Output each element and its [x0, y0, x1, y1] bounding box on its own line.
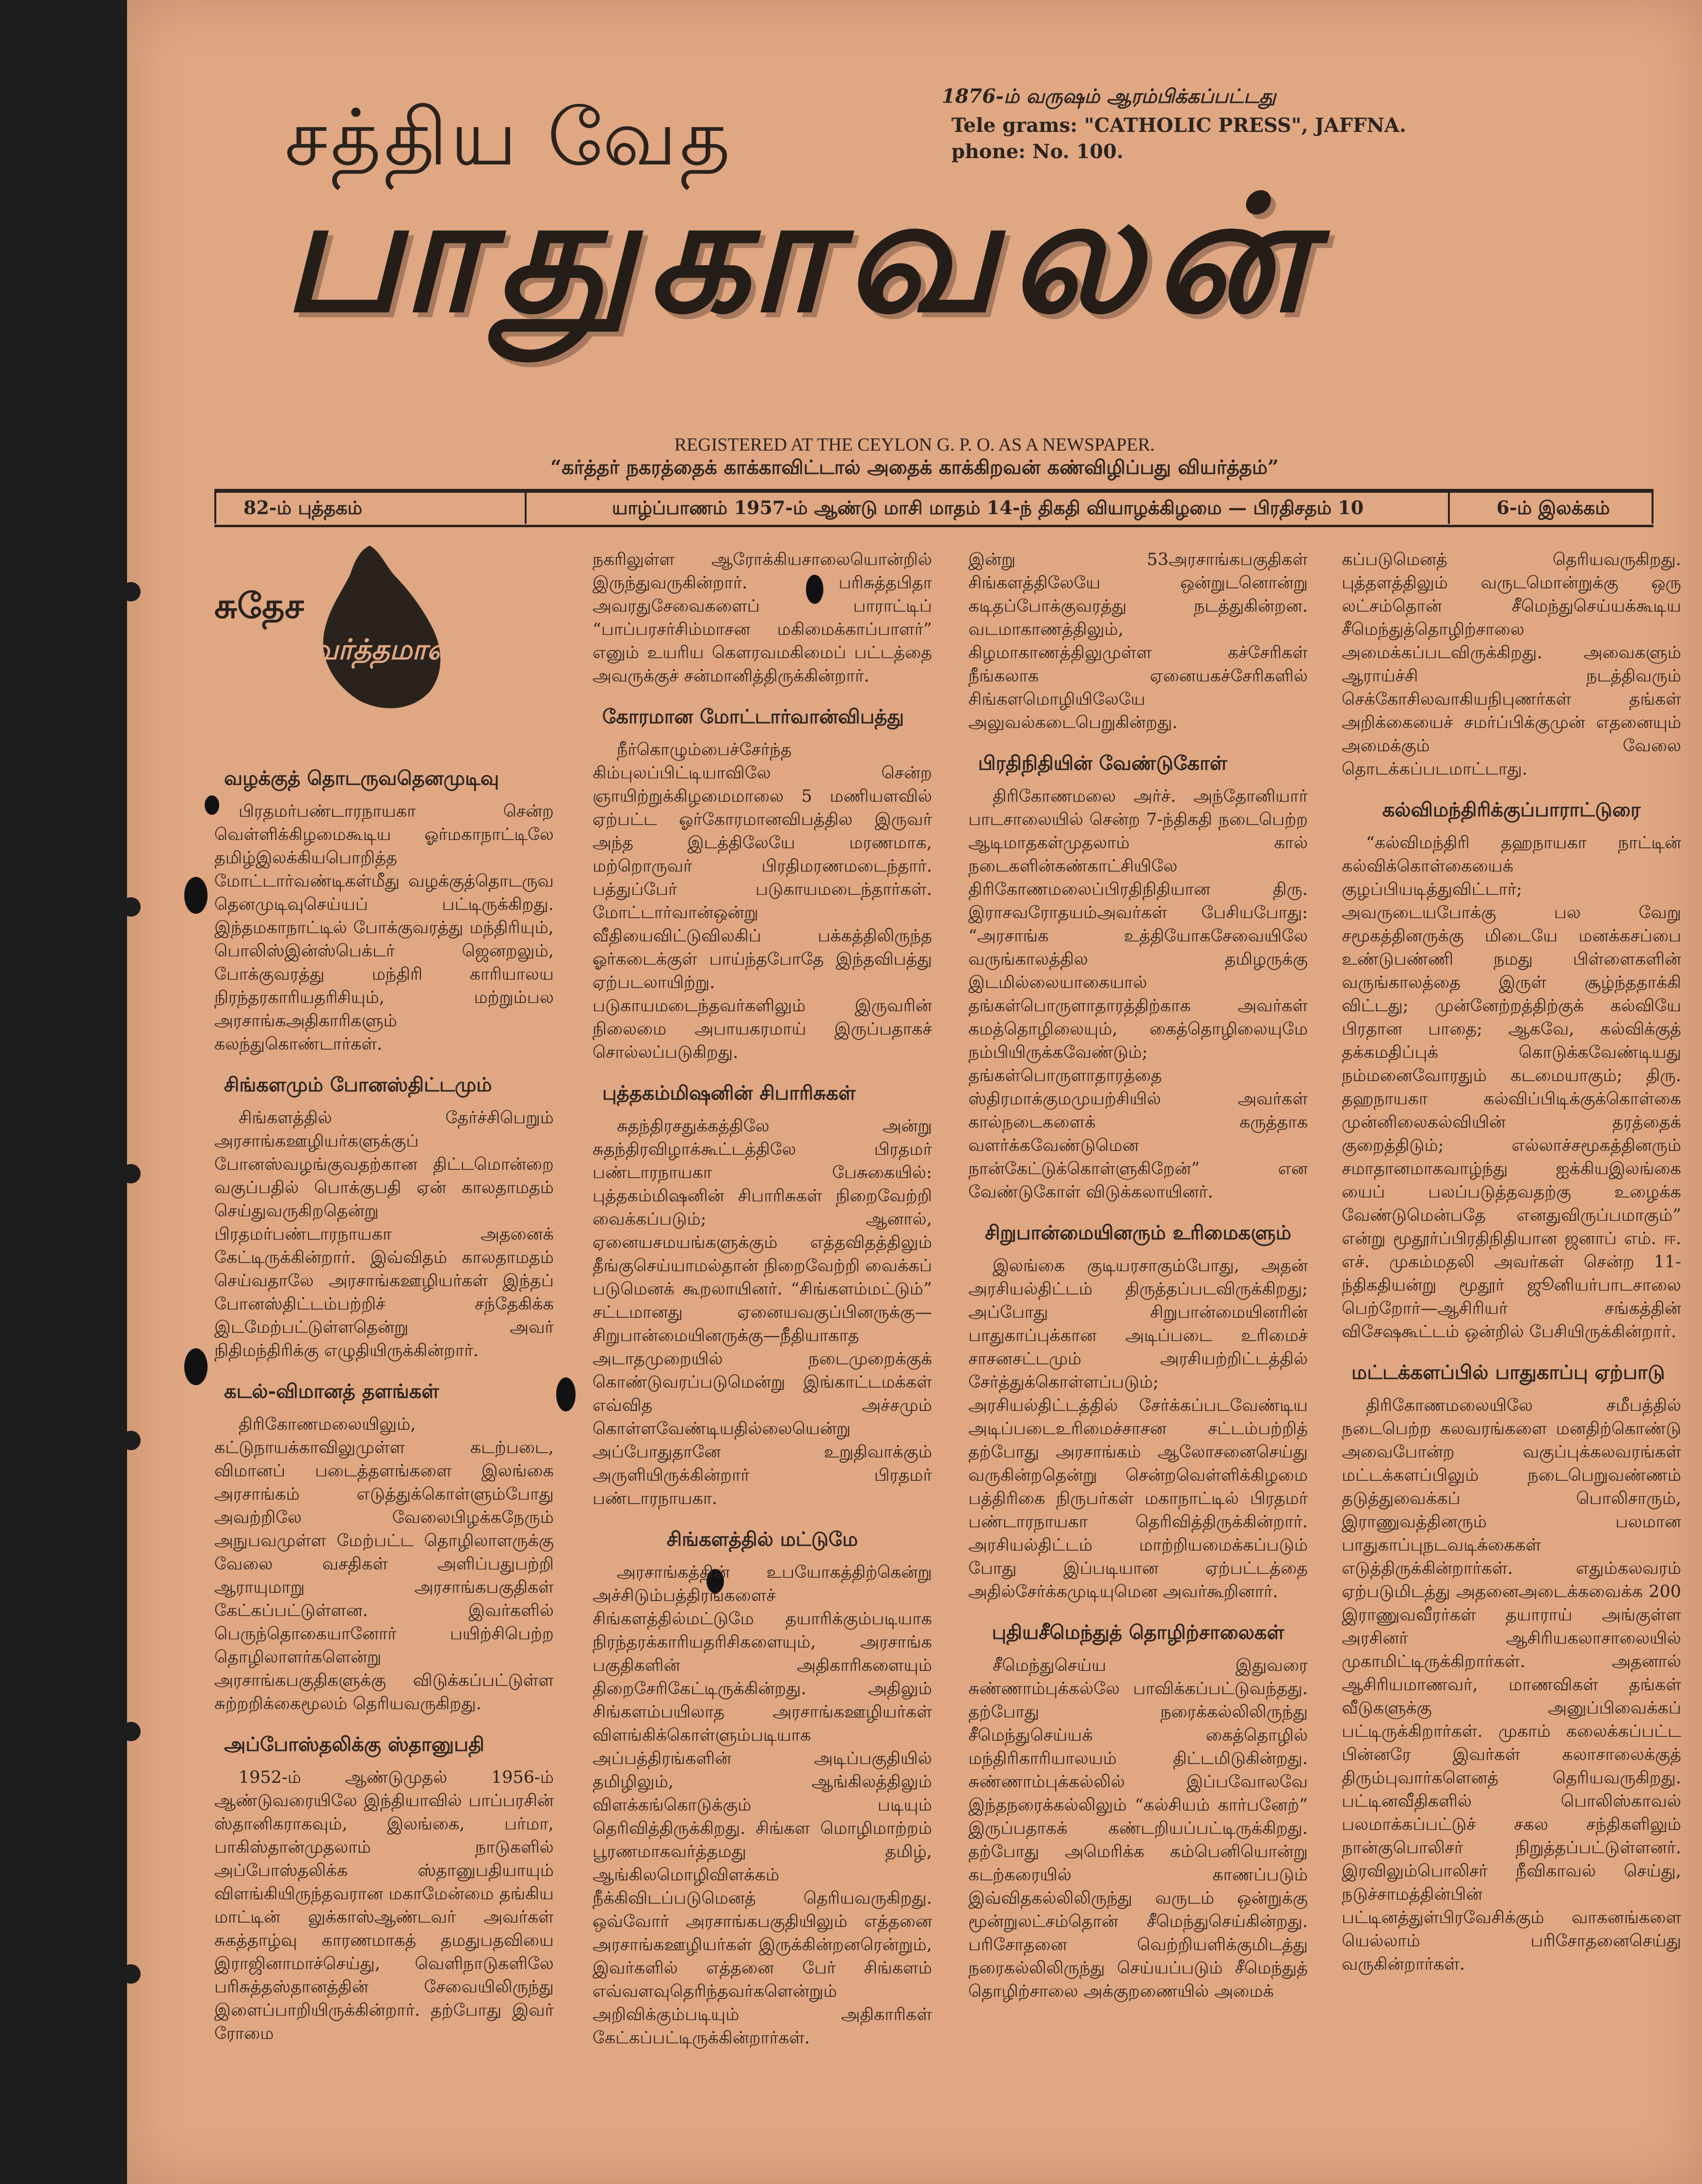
section-badge	[214, 541, 554, 749]
edge-notch	[121, 582, 141, 601]
article-body: திரிகோணமலையிலும், கட்டுநாயக்காவிலுமுள்ள கடற்படை, விமானப் படைத்தளங்களை இலங்கை அரசாங்கம் எடுத்துக்கொள்ளும்போது அவற்றிலே வேலைபிழக்கநேரும் அநுபவமுள்ள மேற்பட்ட தொழிலாளருக்கு வேலை வசதிகள் அளிப்பதுபற்றி ஆராயுமாறு அரசாங்கபகுதிகள் கேட்கப்பட்டுள்ளன. இவர்களில் பெருந்தொகையானோர் பயிற்சிபெற்ற தொழிலாளர்களென்று அரசாங்கபகுதிகளுக்கு விடுக்கப்பட்டுள்ள சுற்றறிக்கைமூலம் தெரியவருகிறது.	[214, 1415, 554, 1714]
volume-label: 82-ம் புத்தகம்	[243, 497, 363, 518]
sri-lanka-map-icon	[316, 541, 447, 715]
dateline-separator	[1448, 492, 1450, 524]
article-heading: புத்தகம்மிஷனின் சிபாரிசுகள்	[602, 1082, 856, 1104]
dateline-separator	[525, 492, 527, 524]
newspaper-page	[127, 0, 1702, 2184]
masthead-title: பாதுகாவலன்	[282, 162, 1321, 348]
telegrams-line: Tele grams: "CATHOLIC PRESS", JAFFNA.	[951, 114, 1406, 137]
article-heading: பிரதிநிதியின் வேண்டுகோள்	[978, 752, 1227, 775]
issue-date: யாழ்ப்பாணம் 1957-ம் ஆண்டு மாசி மாதம் 14-ந் திகதி வியாழக்கிழமை — பிரதிசதம் 10	[612, 497, 1364, 518]
article-body: திரிகோணமலையிலே சமீபத்தில் நடைபெற்ற கலவரங்களை மனதிற்கொண்டு அவைபோன்ற வகுப்புக்கலவரங்கள் மட்டக்களப்பிலும் நடைபெறுவண்ணம் தடுத்துவைக்கப் பொலிசாரும், இராணுவத்தினரும் பலமான பாதுகாப்புநடவடிக்கைகள் எடுத்திருக்கின்றார்கள். எதும்கலவரம் ஏற்படுமிடத்து அதனைஅடைக்கவைக்க 200 இராணுவவீரர்கள் தயாராய் அங்குள்ள அரசினர் ஆசிரியகலாசாலையில் முகாமிட்டிருக்கிறார்கள். அதனால் ஆசிரியமாணவர், மாணவிகள் தங்கள் வீடுகளுக்கு அனுப்பிவைக்கப் பட்டிருக்கிறார்கள். முகாம் கலைக்கப்பட்ட பின்னரே இவர்கள் கலாசாலைக்குத் திரும்புவார்களெனத் தெரியவருகிறது. பட்டினவீதிகளில் பொலிஸ்காவல் பலமாக்கப்பட்டுச் சகல சந்திகளிலும் நான்குபொலிசர் நிறுத்தப்பட்டுள்ளனர். இரவிலும்பொலிசர் நீவிகாவல் செய்து, நடுச்சாமத்தின்பின் பட்டினத்துள்பிரவேசிக்கும் வாகனங்களை யெல்லாம் பரிசோதனைசெய்து வருகின்றார்கள்.	[1342, 1396, 1681, 1974]
article-body: கப்படுமெனத் தெரியவருகிறது. புத்தளத்திலும் வருடமொன்றுக்கு ஒரு லட்சம்தொன் சீமெந்துசெய்யக்கூடிய சீமெந்துத்தொழிற்சாலை அமைக்கப்படவிருக்கிறது. அவைகளும் ஆராய்ச்சி நடத்திவரும் செக்கோசிலவாகியநிபுணர்கள் தங்கள் அறிக்கையைச் சமர்ப்பிக்குமுன் எதனையும் அமைக்கும் வேலை தொடக்கப்படமாட்டாது.	[1342, 550, 1681, 779]
article-body: “கல்விமந்திரி தஹநாயகா நாட்டின் கல்விக்கொள்கையைக் குழப்பியடித்துவிட்டார்; அவருடையபோக்கு பல வேறு சமூகத்தினருக்கு மிடையே மனக்கசப்பை உண்டுபண்ணி நமது பிள்ளைகளின் வருங்காலத்தை இருள் சூழ்ந்ததாக்கி விட்டது; முன்னேற்றத்திற்குக் கல்வியே பிரதான பாதை; ஆகவே, கல்விக்குத் தக்கமதிப்புக் கொடுக்கவேண்டியது நம்மனைவோரதும் கடமையாகும்; திரு. தஹநாயகா கல்விப்பிடிக்குக்கொள்கை முன்னிலைகல்வியின் தரத்தைக் குறைத்திடும்; எல்லாச்சமூகத்தினரும் சமாதானமாகவாழ்ந்து ஐக்கியஇலங்கை யைப் பலப்படுத்தவதற்கு உழைக்க வேண்டுமென்பதே எனதுவிருப்பமாகும்” என்று மூதூர்ப்பிரதிநிதியான ஜனாப் எம். ஈ. எச். முகம்மதலி அவர்கள் சென்ற 11-ந்திகதியன்று மூதூர் ஜூனியர்பாடசாலை பெற்றோர்—ஆசிரியர் சங்கத்தின் விசேஷகூட்டம் ஒன்றில் பேசியிருக்கின்றார்.	[1342, 833, 1681, 1342]
rule-bottom	[214, 525, 1654, 527]
edge-notch	[121, 1164, 141, 1183]
founded-note: 1876-ம் வருஷம் ஆரம்பிக்கப்பட்டது	[942, 85, 1276, 108]
article-body: சீமெந்துசெய்ய இதுவரை சுண்ணாம்புக்கல்லே பாவிக்கப்பட்டுவந்தது. தற்போது நரைக்கல்லிலிருந்து சீமெந்துசெய்யக் கைத்தொழில் மந்திரிகாரியாலயம் திட்டமிடுகின்றது. சுண்ணாம்புக்கல்லில் இப்பவோலவே இந்தநரைக்கல்லிலும் “கல்சியம் கார்பனேற்” இருப்பதாகக் கண்டறியப்பட்டிருக்கிறது. தற்போது அமெரிக்க கம்பெனியொன்று கடற்கரையில் காணப்படும் இவ்விதகல்லிலிருந்து வருடம் ஒன்றுக்கு மூன்றுலட்சம்தொன் சீமெந்துசெய்கின்றது. பரிசோதனை வெற்றியளிக்குமிடத்து நரைகல்லிலிருந்து செய்யப்படும் சீமெந்துத் தொழிற்சாலை அக்குறணையில் அமைக்	[968, 1656, 1308, 2001]
article-heading: சிங்களத்தில் மட்டுமே	[666, 1528, 858, 1551]
article-heading: சிங்களமும் போனஸ்திட்டமும்	[224, 1073, 492, 1096]
article-body: சிங்களத்தில் தேர்ச்சிபெறும் அரசாங்கஊழியர்களுக்குப் போனஸ்வழங்குவதற்கான திட்டமொன்றை வகுப்பதில் பொக்குபதி ஏன் காலதாமதம் செய்துவருகிறதென்று பிரதமர்பண்டாரநாயகா அதனைக் கேட்டிருக்கின்றார். இவ்விதம் காலதாமதம் செய்வதாலே அரசாங்கஊழியர்கள் இந்தப் போனஸ்திட்டம்பற்றிச் சந்தேகிக்க இடமேற்பட்டுள்ளதென்று அவர் நிதிமந்திரிக்கு எழுதியிருக்கின்றார்.	[214, 1108, 554, 1360]
article-body: திரிகோணமலை அர்ச். அந்தோனியார் பாடசாலையில் சென்ற 7-ந்திகதி நடைபெற்ற ஆடிமாதகள்முதலாம் கால் நடைகளின்கண்காட்சியிலே திரிகோணமலைப்பிரதிநிதியான திரு. இராசவரோதயம்அவர்கள் பேசியபோது: “அரசாங்க உத்தியோகசேவையிலே வருங்காலத்தில தமிழருக்கு இடமில்லையாகையால் தங்கள்பொருளாதாரத்திற்காக அவர்கள் கமத்தொழிலையும், கைத்தொழிலையுமே நம்பியிருக்கவேண்டும்; தங்கள்பொருளாதாரத்தை ஸ்திரமாக்குமமுயற்சியில் அவர்கள் கால்நடைகளைக் கருத்தாக வளர்க்கவேண்டுமென நான்கேட்டுக்கொள்ளுகிறேன்” என வேண்டுகோள் விடுக்கலாயினர்.	[968, 787, 1308, 1202]
column-1	[214, 541, 554, 2045]
column-4	[1342, 548, 1681, 1976]
article-body: அரசாங்கத்தின் உபயோகத்திற்கென்று அச்சிடும்பத்திரங்களைச் சிங்களத்தில்மட்டுமே தயாரிக்கும்படியாக நிரந்தரக்காரியதரிசிகளையும், அரசாங்க பகுதிகளின் அதிகாரிகளையும் திறைசேரிகேட்டிருக்கின்றது. அதிலும் சிங்களம்பயிலாத அரசாங்கஊழியர்கள் விளங்கிக்கொள்ளும்படியாக அப்பத்திரங்களின் அடிப்பகுதியில் தமிழிலும், ஆங்கிலத்திலும் விளக்கங்கொடுக்கும் படியும் தெரிவித்திருக்கிறது. சிங்கள மொழிமாற்றம் பூரணமாகவர்த்தமது தமிழ், ஆங்கிலமொழிவிளக்கம் நீக்கிவிடப்படுமெனத் தெரியவருகிறது. ஒவ்வோர் அரசாங்கபகுதியிலும் எத்தனை அரசாங்கஊழியர்கள் இருக்கின்றனரென்றும், இவர்களில் எத்தனை பேர் சிங்களம் எவ்வளவுதெரிந்தவர்களென்றும் அறிவிக்கும்படியும் அதிகாரிகள் கேட்கப்பட்டிருக்கின்றார்கள்.	[593, 1563, 932, 2048]
article-body: சுதந்திரசதுக்கத்திலே அன்று சுதந்திரவிழாக்கூட்டத்திலே பிரதமர் பண்டாரநாயகா பேசுகையில்: புத்தகம்மிஷனின் சிபாரிசுகள் நிறைவேற்றி வைக்கப்படும்; ஆனால், ஏனையசமயங்களுக்கும் எத்தவிதத்திலும் தீங்குசெய்யாமல்தான் நிறைவேற்றி வைக்கப் படுமெனக் கூறலாயினர். “சிங்களம்மட்டும்” சட்டமானது ஏனையவகுப்பினருக்கு— சிறுபான்மையினருக்கு—நீதியாகாத அடாதமுறையில் நடைமுறைக்குக் கொண்டுவரப்படுமென்று இங்காட்டமக்கள் எவ்வித அச்சமும் கொள்ளவேண்டியதில்லையென்று அப்போதுதானே உறுதிவாக்கும் அருளியிருக்கின்றார் பிரதமர் பண்டாரநாயகா.	[593, 1116, 932, 1508]
edge-notch	[121, 1431, 141, 1450]
punch-hole	[184, 877, 208, 914]
masthead-line1: சத்திய வேத	[285, 92, 733, 183]
article-body: இன்று 53அரசாங்கபகுதிகள் சிங்களத்திலேயே ஒன்றுடனொன்று கடிதப்போக்குவரத்து நடத்துகின்றன. வடமாகாணத்திலும், கிழமாகாணத்திலுமுள்ள கச்சேரிகள் நீங்கலாக ஏனையகச்சேரிகளில் சிங்களமொழியிலேயே அலுவல்கடைபெறுகின்றது.	[968, 550, 1308, 732]
edge-notch	[121, 1964, 141, 1984]
motto-line: “கர்த்தர் நகரத்தைக் காக்காவிட்டால் அதைக் காக்கிறவன் கண்விழிப்பது வியர்த்தம்”	[550, 456, 1279, 479]
punch-hole	[184, 1348, 208, 1385]
article-heading: சிறுபான்மையினரும் உரிமைகளும்	[985, 1221, 1291, 1244]
article-heading: மட்டக்களப்பில் பாதுகாப்பு ஏற்பாடு	[1351, 1361, 1665, 1384]
section-badge-line2: வர்த்தமானம்	[311, 633, 477, 666]
article-heading: வழக்குத் தொடருவதெனமுடிவு	[224, 767, 499, 790]
edge-notch	[121, 1722, 141, 1741]
section-badge-line1: சுதேச	[214, 585, 304, 626]
article-heading: அப்போஸ்தலிக்கு ஸ்தானுபதி	[224, 1733, 484, 1756]
contact-block	[951, 113, 1406, 165]
dateline-separator	[1652, 492, 1654, 524]
column-2	[593, 548, 932, 2050]
phone-line: phone: No. 100.	[951, 140, 1124, 163]
dateline	[214, 490, 1654, 524]
punch-hole	[556, 1377, 576, 1411]
column-3	[968, 548, 1308, 2003]
dateline-separator	[214, 492, 216, 524]
issue-number: 6-ம் இலக்கம்	[1496, 497, 1610, 518]
article-body: நீர்கொழும்பைச்சேர்ந்த கிம்புலப்பிட்டியாவிலே சென்ற ஞாயிற்றுக்கிழமைமாலை 5 மணியளவில் ஏற்பட்ட ஓர்கோரமானவிபத்தில இருவர் அந்த இடத்திலேயே மரணமாக, மற்றொருவர் பிரதிமரணமடைந்தார். பத்துப்பேர் படுகாயமடைந்தார்கள். மோட்டார்வான்ஒன்று வீதியைவிட்டுவிலகிப் பக்கத்திலிருந்த ஓர்கடைக்குள் பாய்ந்தபோதே இந்தவிபத்து ஏற்படலாயிற்று. படுகாயமடைந்தவர்களிலும் இருவரின் நிலைமை அபாயகரமாய் இருப்பதாகச் சொல்லப்படுகிறது.	[593, 740, 932, 1062]
article-heading: கடல்-விமானத் தளங்கள்	[224, 1380, 439, 1403]
article-body: நகரிலுள்ள ஆரோக்கியசாலையொன்றில் இருந்துவருகின்றார். பரிசுத்தபிதா அவரதுசேவைகளைப் பாராட்டிப் “பாப்பரசர்சிம்மாசன மகிமைக்காப்பாளர்” எனும் உயரிய கௌரவமகிமைப் பட்டத்தை அவருக்குச் சன்மானித்திருக்கின்றார்.	[593, 550, 932, 686]
article-body: 1952-ம் ஆண்டுமுதல் 1956-ம் ஆண்டுவரையிலே இந்தியாவில் பாப்பரசின் ஸ்தானிகராகவும், இலங்கை, பர்மா, பாகிஸ்தான்முதலாம் நாடுகளில் அப்போஸ்தலிக்க ஸ்தானுபதியாயும் விளங்கியிருந்தவரான மகாமேன்மை தங்கிய மாட்டின் லுக்காஸ்ஆண்டவர் அவர்கள் சுகத்தாழ்வு காரணமாகத் தமதுபதவியை இராஜினாமாச்செய்து, வெளிநாடுகளிலே பரிசுத்தஸ்தானத்தின் சேவையிலிருந்து இளைப்பாறியிருக்கின்றார். தற்போது இவர் ரோமை	[214, 1768, 554, 2043]
article-body: இலங்கை குடியரசாகும்போது, அதன் அரசியல்திட்டம் திருத்தப்படவிருக்கிறது; அப்போது சிறுபான்மையினரின் பாதுகாப்புக்கான அடிப்படை உரிமைச் சாசனசட்டமும் அரசியற்றிட்டத்தில் சேர்த்துக்கொள்ளப்படும்; அரசியல்திட்டத்தில் சேர்க்கப்படவேண்டிய அடிப்படைஉரிமைச்சாசன சட்டம்பற்றித் தற்போது அரசாங்கம் ஆலோசனைசெய்து வருகின்றதென்று சென்றவெள்ளிக்கிழமை பத்திரிகை நிருபர்கள் மகாநாட்டில் பிரதமர் பண்டாரநாயகா தெரிவித்திருக்கின்றார். அரசியல்திட்டம் மாற்றியமைக்கப்படும் போது இப்படியான ஏற்பட்டத்தை அதில்சேர்க்கமுடியுமென அவர்கூறினார்.	[968, 1256, 1308, 1602]
article-body: பிரதமர்பண்டாரநாயகா சென்ற வெள்ளிக்கிழமைகூடிய ஓர்மகாநாட்டிலே தமிழ்இலக்கியபொறித்த மோட்டார்வண்டிகள்மீது வழக்குத்தொடருவ தெனமுடிவுசெய்யப் பட்டிருக்கிறது. இந்தமகாநாட்டில் போக்குவரத்து மந்திரியும், பொலிஸ்இன்ஸ்பெக்டர் ஜெனறலும், போக்குவரத்து மந்திரி காரியாலய நிரந்தரகாரியதரிசியும், மற்றும்பல அரசாங்கஅதிகாரிகளும் கலந்துகொண்டார்கள்.	[214, 802, 554, 1054]
edge-notch	[121, 897, 141, 917]
article-heading: கல்விமந்திரிக்குப்பாராட்டுரை	[1382, 798, 1641, 821]
article-heading: புதியசீமெந்துத் தொழிற்சாலைகள்	[992, 1621, 1285, 1644]
registration-line: REGISTERED AT THE CEYLON G. P. O. AS A NEWSPAPER.	[674, 435, 1155, 455]
article-heading: கோரமான மோட்டார்வான்விபத்து	[602, 705, 904, 728]
